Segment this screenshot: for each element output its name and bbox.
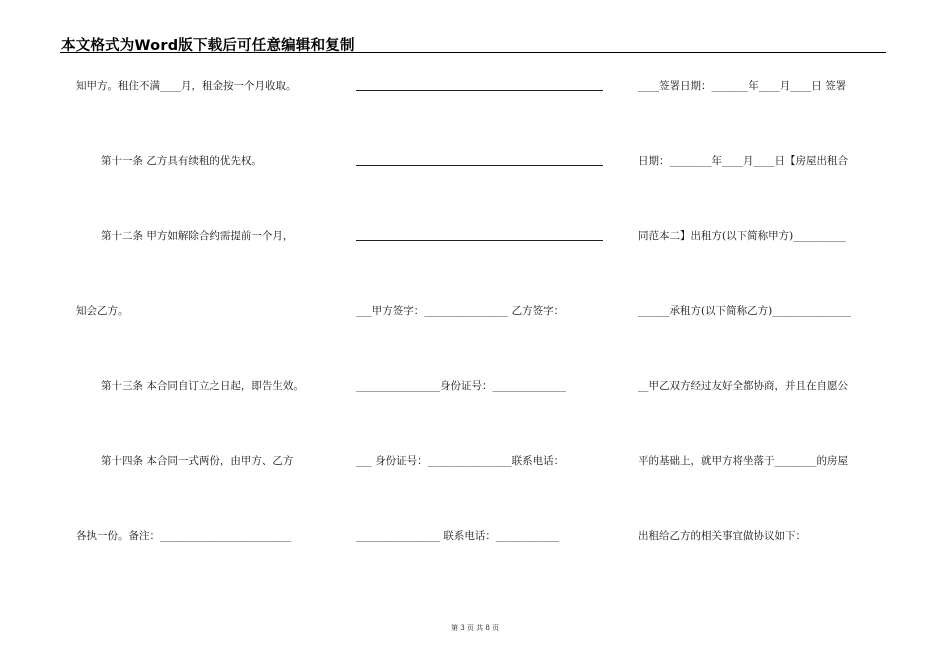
right-line-1: ____签署日期：_______年____月____日 签署	[638, 80, 847, 92]
left-line-7: 各执一份。备注：_________________________	[76, 530, 292, 542]
left-line-2: 第十一条 乙方具有续租的优先权。	[101, 155, 262, 167]
blank-line-3	[356, 240, 603, 241]
right-line-3: 同范本二】出租方(以下简称甲方)__________	[638, 230, 846, 242]
left-line-1: 知甲方。租住不满____月，租金按一个月收取。	[76, 80, 297, 92]
document-header-title: 本文格式为Word版下载后可任意编辑和复制	[61, 38, 355, 54]
left-line-6: 第十四条 本合同一式两份，由甲方、乙方	[101, 455, 294, 467]
right-line-7: 出租给乙方的相关事宜做协议如下：	[638, 530, 806, 542]
header-divider	[60, 52, 886, 53]
left-line-3: 第十二条 甲方如解除合约需提前一个月，	[101, 230, 294, 242]
blank-line-1	[356, 90, 603, 91]
middle-line-4: ___甲方签字：________________ 乙方签字：	[356, 305, 565, 317]
left-line-4: 知会乙方。	[76, 305, 129, 317]
middle-line-7: ________________ 联系电话：____________	[356, 530, 559, 542]
right-line-2: 日期：________年____月____日【房屋出租合	[638, 155, 848, 167]
right-line-4: ______承租方(以下简称乙方)_______________	[638, 305, 851, 317]
page-number-footer: 第 3 页 共 8 页	[450, 624, 500, 632]
right-line-6: 平的基础上，就甲方将坐落于________的房屋	[638, 455, 848, 467]
blank-line-2	[356, 165, 603, 166]
middle-line-5: ________________身份证号：______________	[356, 380, 566, 392]
left-line-5: 第十三条 本合同自订立之日起，即告生效。	[101, 380, 304, 392]
right-line-5: __甲乙双方经过友好全都协商，并且在自愿公	[638, 380, 848, 392]
middle-line-6: ___ 身份证号：________________联系电话：	[356, 455, 565, 467]
